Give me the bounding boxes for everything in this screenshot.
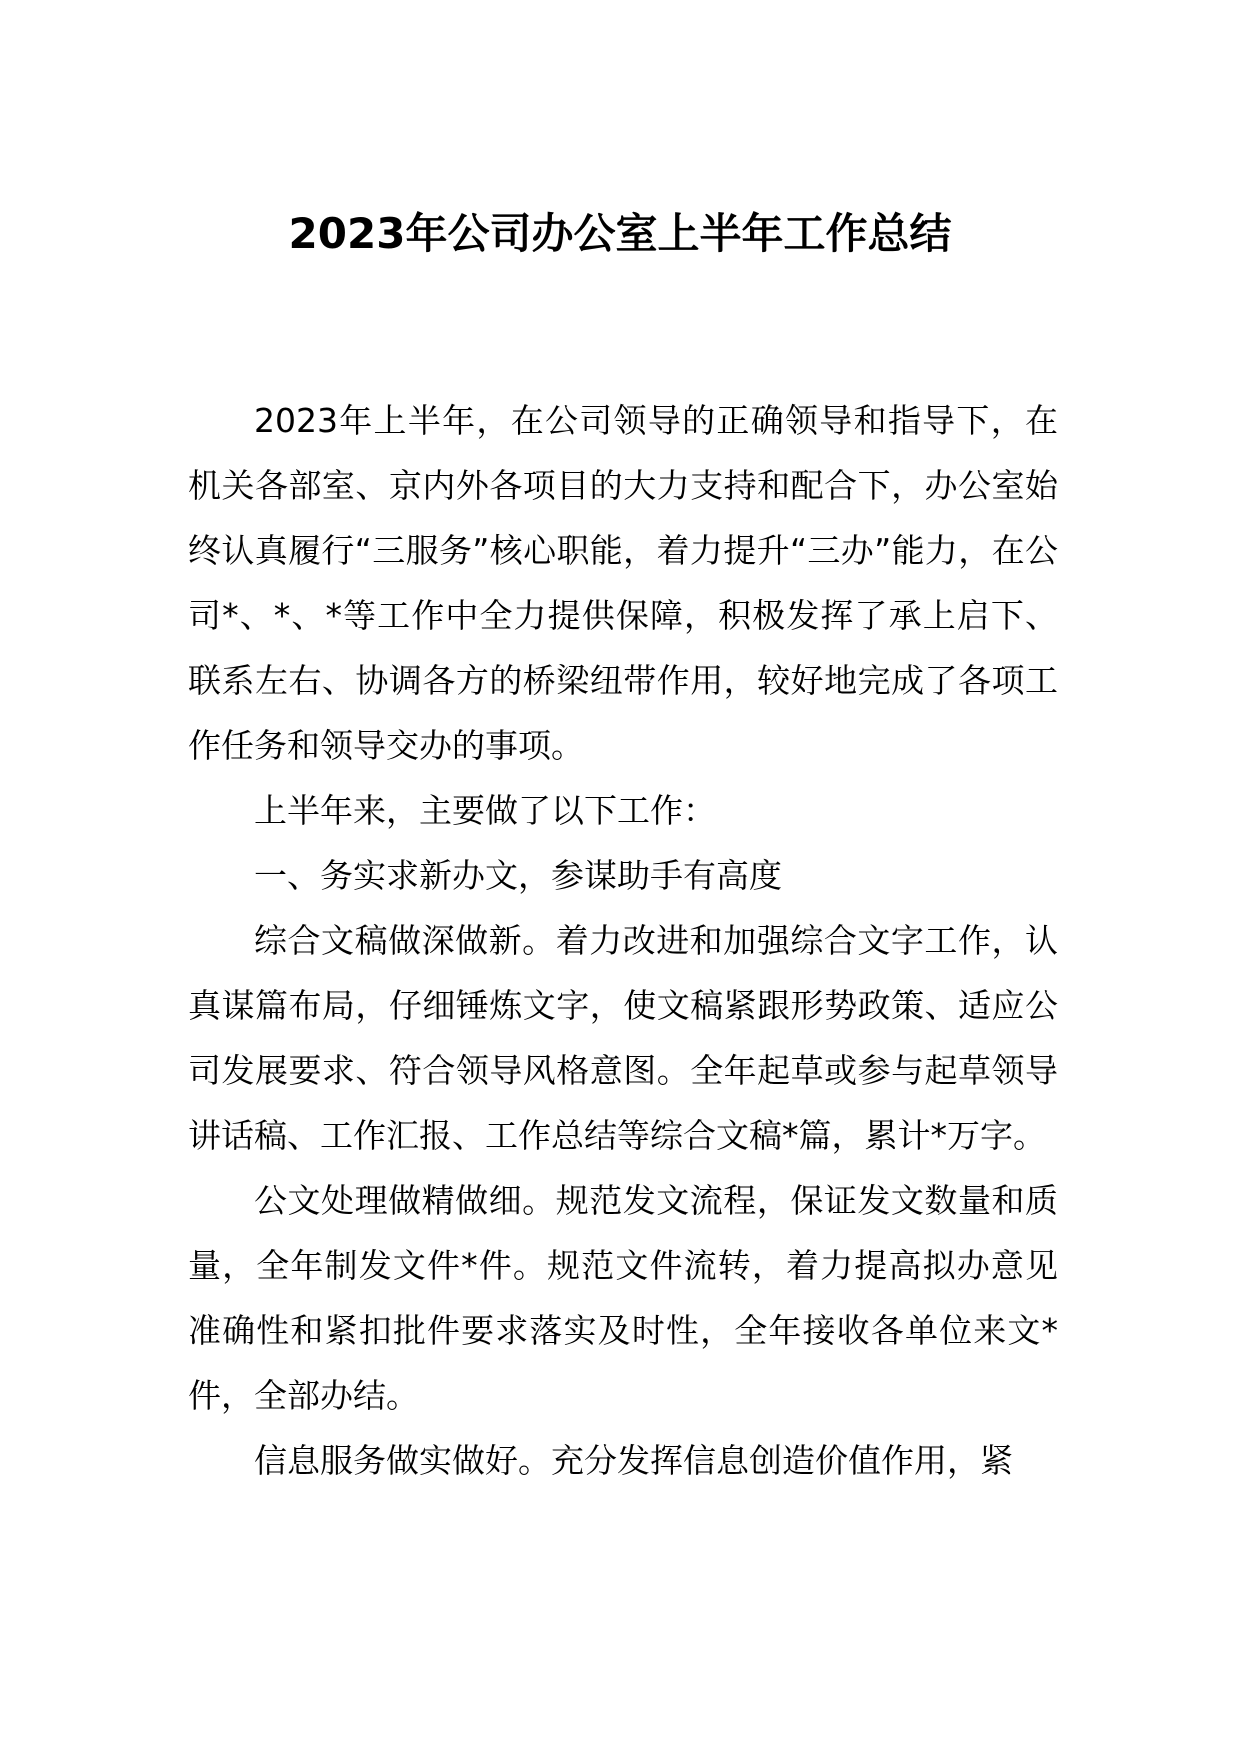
paragraph-intro: 2023年上半年，在公司领导的正确领导和指导下，在机关各部室、京内外各项目的大力支持和配合下，办公室始终认真履行“三服务”核心职能，着力提升“三办”能力，在公司*、*、*等工作中全力提供保障，积极发挥了承上启下、联系左右、协调各方的桥梁纽带作用，较好地完成了各项工作任务和领导交办的事项。 (188, 401, 1058, 765)
paragraph-documents: 综合文稿做深做新。着力改进和加强综合文字工作，认真谋篇布局，仔细锤炼文字，使文稿紧跟形势政策、适应公司发展要求、符合领导风格意图。全年起草或参与起草领导讲话稿、工作汇报、工作总结等综合文稿*篇，累计*万字。 (188, 921, 1058, 1155)
paragraph-official-documents: 公文处理做精做细。规范发文流程，保证发文数量和质量，全年制发文件*件。规范文件流转，着力提高拟办意见准确性和紧扣批件要求落实及时性，全年接收各单位来文*件，全部办结。 (188, 1181, 1058, 1415)
paragraph-information-service: 信息服务做实做好。充分发挥信息创造价值作用，紧 (254, 1441, 1013, 1480)
document-body (188, 388, 1058, 1493)
document-title: 2023年公司办公室上半年工作总结 (288, 209, 952, 258)
section-heading-1: 一、务实求新办文，参谋助手有高度 (254, 856, 782, 895)
paragraph-summary-lead: 上半年来，主要做了以下工作： (254, 791, 716, 830)
